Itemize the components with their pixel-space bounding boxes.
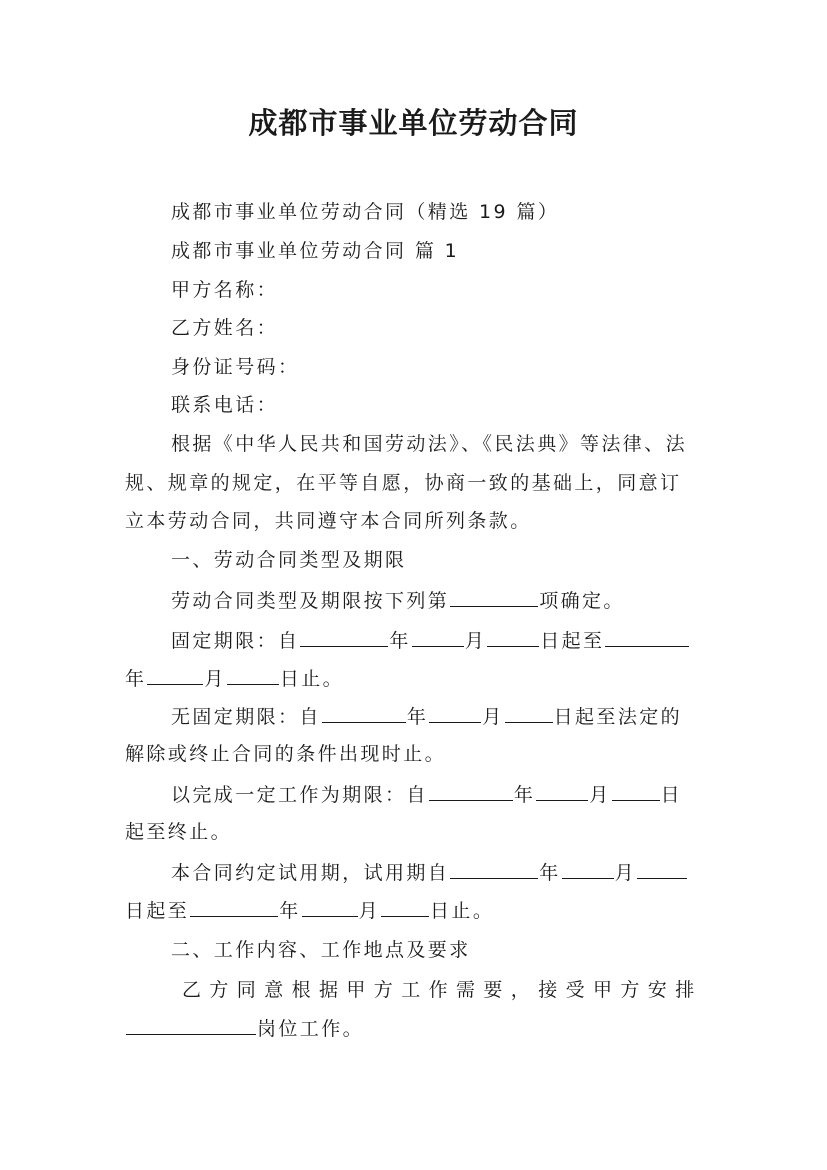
probation-start-day-blank[interactable] xyxy=(637,858,687,879)
party-a-label: 甲方名称： xyxy=(171,279,279,301)
open-term-year-blank[interactable] xyxy=(322,702,406,723)
work-line-2 xyxy=(125,1014,705,1043)
section-1-heading: 一、劳动合同类型及期限 xyxy=(171,549,407,571)
contract-type-tail: 项确定。 xyxy=(539,590,625,612)
open-term-line-2: 解除或终止合同的条件出现时止。 xyxy=(125,743,447,765)
month-text: 月 xyxy=(204,668,226,690)
fixed-term-start-day-blank[interactable] xyxy=(487,626,539,647)
fixed-term-end-year-blank[interactable] xyxy=(605,626,689,647)
probation-end-month-blank[interactable] xyxy=(302,896,358,917)
probation-label: 本合同约定试用期，试用期自 xyxy=(171,862,450,884)
month-text: 月 xyxy=(589,784,611,806)
day-from-to-text: 日起至 xyxy=(125,900,190,922)
probation-start-month-blank[interactable] xyxy=(562,858,614,879)
contract-type-text: 劳动合同类型及期限按下列第 xyxy=(171,590,450,612)
intro-line-2: 规、规章的规定，在平等自愿，协商一致的基础上，同意订 xyxy=(125,472,682,494)
open-term-label: 无固定期限：自 xyxy=(171,706,321,728)
intro-line-1: 根据《中华人民共和国劳动法》、《民法典》等法律、法 xyxy=(171,433,688,455)
open-term-day-blank[interactable] xyxy=(505,702,553,723)
year-text: 年 xyxy=(406,706,429,728)
work-line-1: 乙方同意根据甲方工作需要，接受甲方安排 xyxy=(182,979,703,1001)
probation-line xyxy=(171,858,705,887)
month-text: 月 xyxy=(464,630,487,652)
document-subtitle: 成都市事业单位劳动合同（精选 19 篇） xyxy=(171,201,560,223)
party-b-label: 乙方姓名： xyxy=(171,317,279,339)
probation-line-2 xyxy=(125,896,705,925)
year-text: 年 xyxy=(513,784,536,806)
task-term-label: 以完成一定工作为期限：自 xyxy=(171,784,428,806)
id-number-label: 身份证号码： xyxy=(171,356,300,378)
year-text: 年 xyxy=(279,900,301,922)
intro-line-3: 立本劳动合同，共同遵守本合同所列条款。 xyxy=(125,510,532,532)
year-text: 年 xyxy=(389,630,411,652)
open-term-month-blank[interactable] xyxy=(429,702,481,723)
phone-label: 联系电话： xyxy=(171,394,279,416)
fixed-term-end-day-blank[interactable] xyxy=(227,664,279,685)
task-term-line-2: 起至终止。 xyxy=(125,821,233,843)
task-term-line xyxy=(171,780,705,809)
contract-type-line xyxy=(171,586,705,615)
year-text: 年 xyxy=(125,668,147,690)
section-2-heading: 二、工作内容、工作地点及要求 xyxy=(171,939,471,961)
fixed-term-line xyxy=(171,626,705,655)
month-text: 月 xyxy=(482,706,504,728)
fixed-term-line-2 xyxy=(125,664,705,693)
day-from-to-text: 日起至 xyxy=(540,630,605,652)
fixed-term-start-month-blank[interactable] xyxy=(412,626,464,647)
month-text: 月 xyxy=(358,900,381,922)
work-line-2-text: 岗位工作。 xyxy=(257,1018,365,1040)
fixed-term-start-year-blank[interactable] xyxy=(300,626,388,647)
contract-type-blank[interactable] xyxy=(450,586,538,607)
task-term-day-blank[interactable] xyxy=(612,780,660,801)
probation-end-year-blank[interactable] xyxy=(190,896,278,917)
part-heading: 成都市事业单位劳动合同 篇 1 xyxy=(171,240,460,262)
open-term-tail: 日起至法定的 xyxy=(553,706,683,728)
fixed-term-label: 固定期限：自 xyxy=(171,630,300,652)
work-position-blank[interactable] xyxy=(126,1014,256,1035)
document-title: 成都市事业单位劳动合同 xyxy=(248,106,579,140)
task-term-year-blank[interactable] xyxy=(429,780,513,801)
open-term-line xyxy=(171,702,705,731)
day-end-text: 日止。 xyxy=(279,668,345,690)
fixed-term-end-month-blank[interactable] xyxy=(147,664,203,685)
day-end-text: 日止。 xyxy=(430,900,495,922)
probation-end-day-blank[interactable] xyxy=(381,896,429,917)
day-text: 日 xyxy=(660,784,683,806)
month-text: 月 xyxy=(614,862,637,884)
probation-start-year-blank[interactable] xyxy=(450,858,538,879)
year-text: 年 xyxy=(539,862,561,884)
task-term-month-blank[interactable] xyxy=(536,780,588,801)
